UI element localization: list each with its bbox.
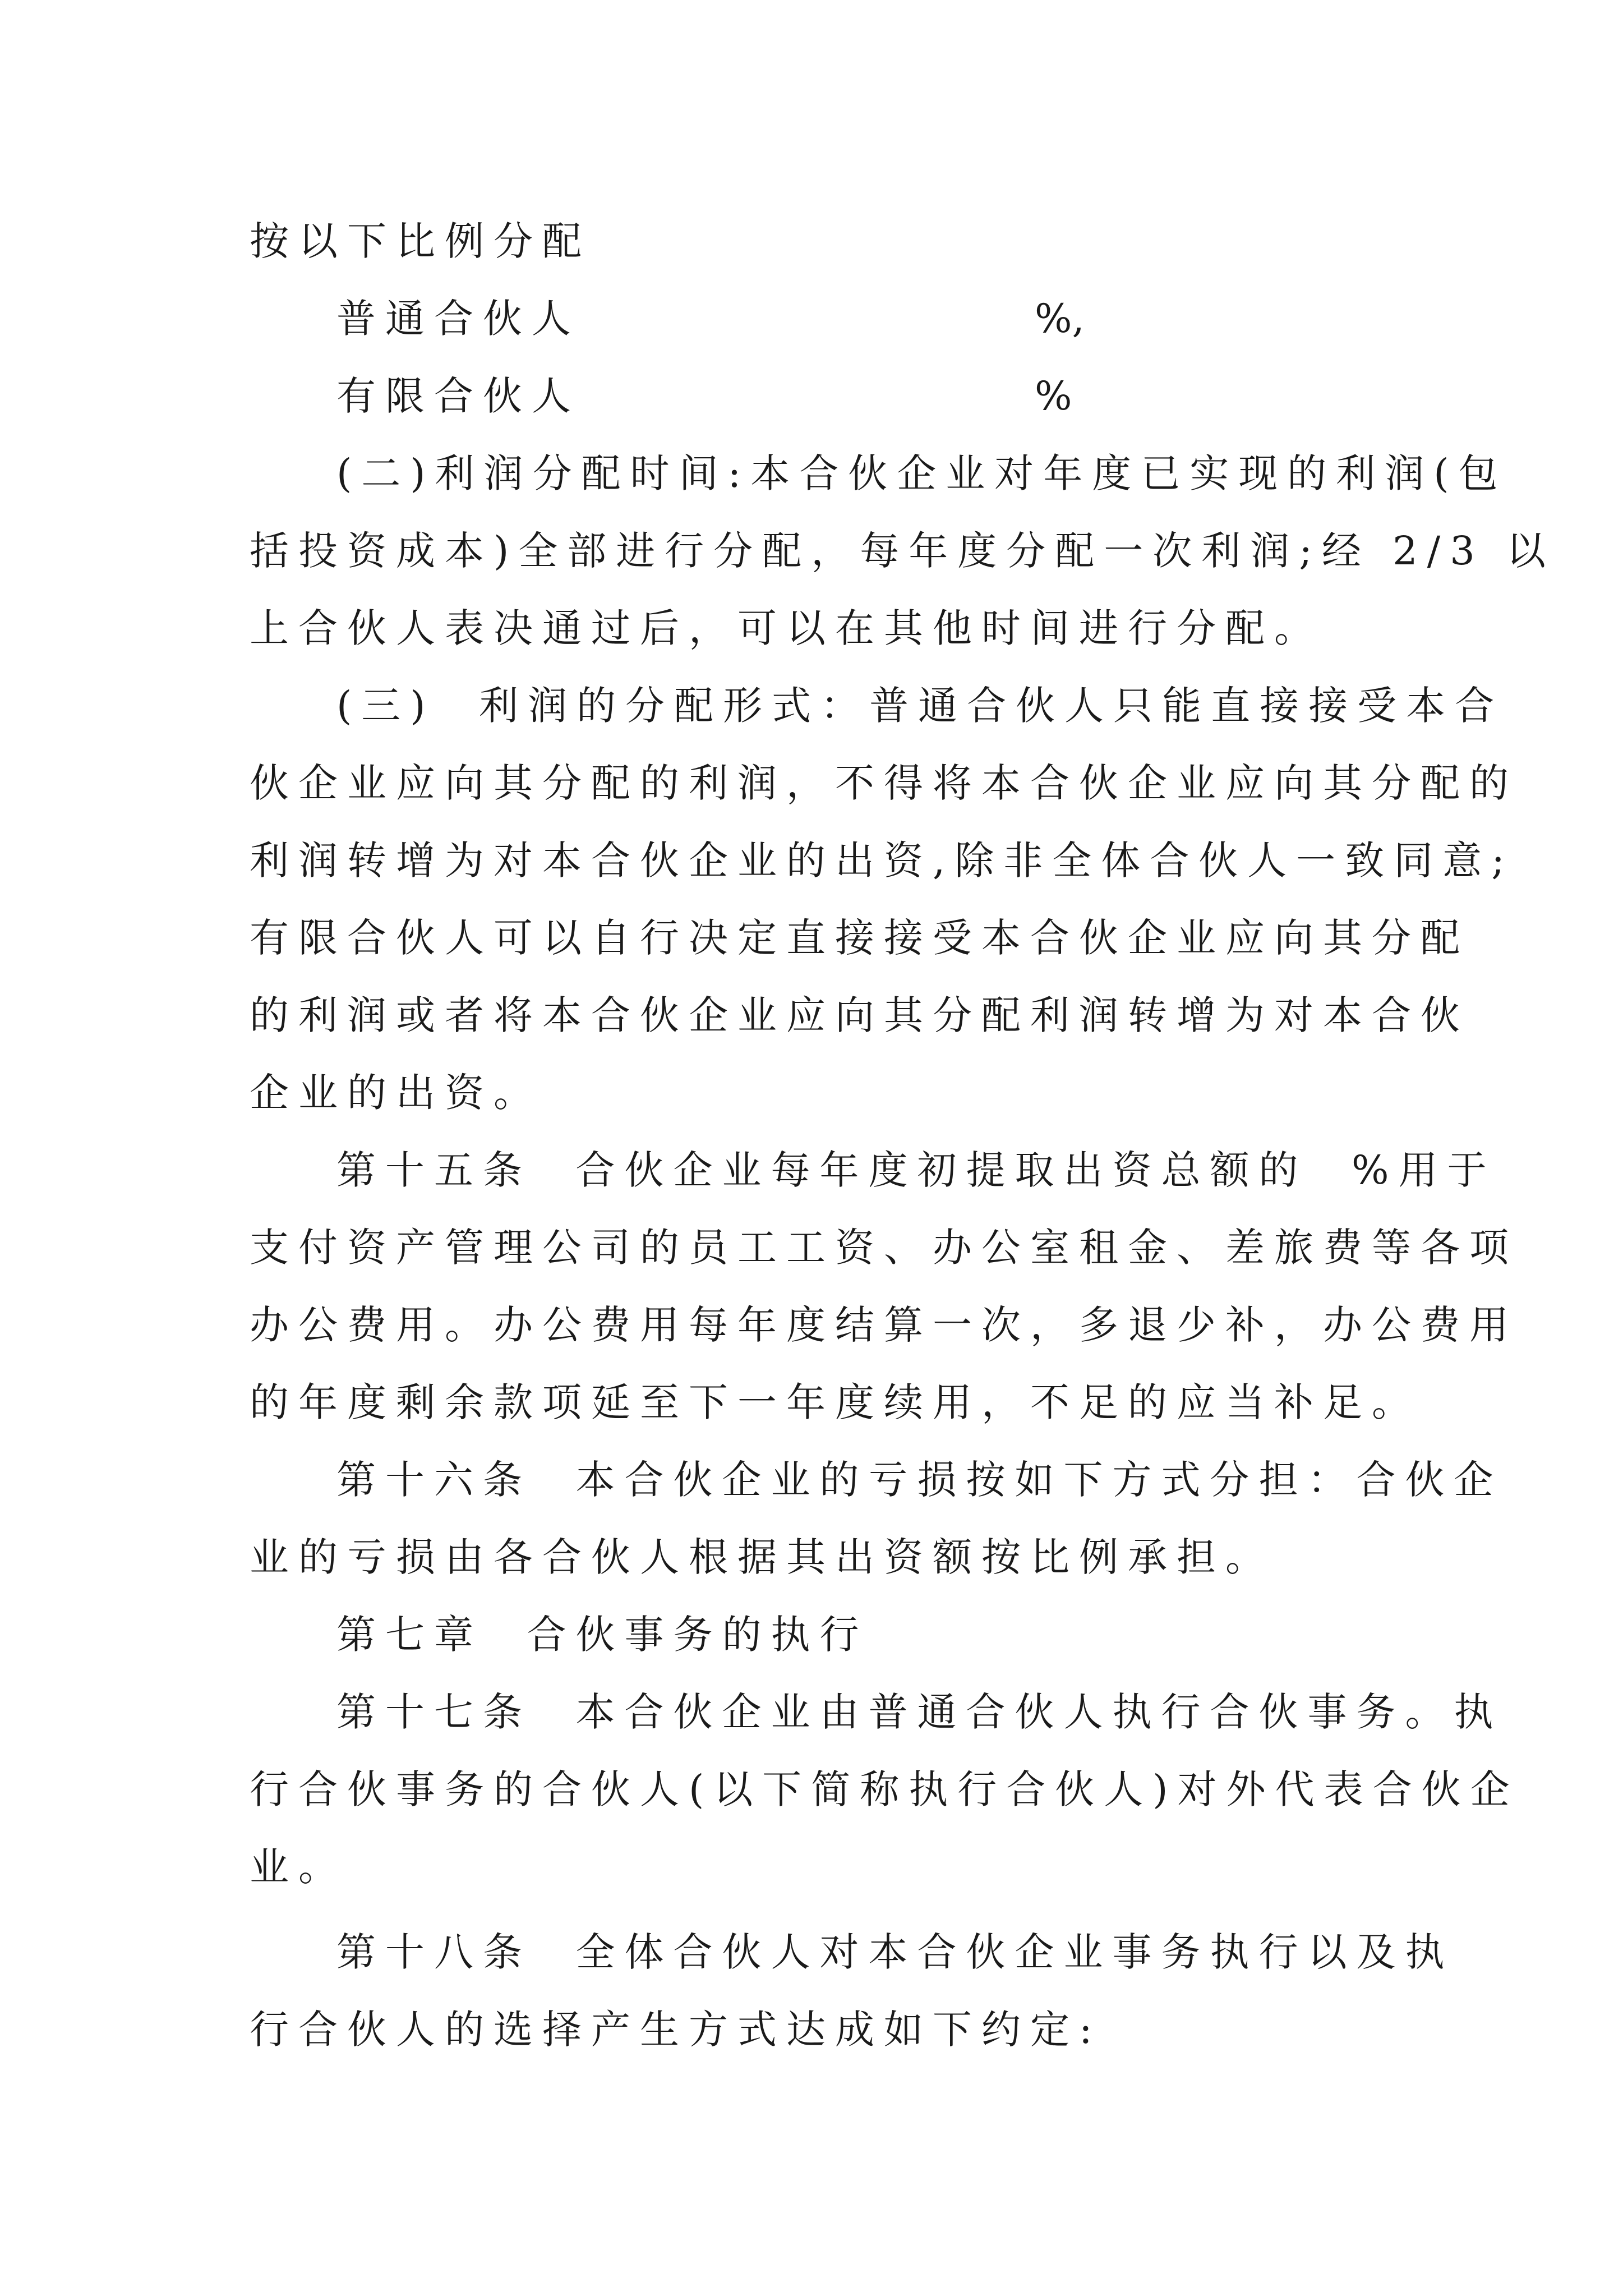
text-line: 普通合伙人	[336, 296, 580, 342]
text-line: 支付资产管理公司的员工工资、办公室租金、差旅费等各项	[250, 1225, 1518, 1271]
text-line: 业的亏损由各合伙人根据其出资额按比例承担。	[250, 1534, 1274, 1580]
text-line: 办公费用。办公费用每年度结算一次，多退少补，办公费用	[250, 1302, 1518, 1348]
text-line: 伙企业应向其分配的利润，不得将本合伙企业应向其分配的	[250, 760, 1518, 806]
text-line: 第十七条 本合伙企业由普通合伙人执行合伙事务。执	[336, 1689, 1503, 1735]
text-line: 行合伙事务的合伙人(以下简称执行合伙人)对外代表合伙企	[250, 1766, 1519, 1812]
text-line: 按以下比例分配	[250, 218, 591, 264]
text-line: 括投资成本)全部进行分配，每年度分配一次利润;经 2/3 以	[250, 528, 1556, 574]
text-line: 有限合伙人可以自行决定直接接受本合伙企业应向其分配	[250, 915, 1469, 961]
percent-general: %,	[1035, 296, 1085, 342]
chapter-heading: 第七章 合伙事务的执行	[336, 1612, 869, 1658]
text-line: (二)利润分配时间:本合伙企业对年度已实现的利润(包	[336, 450, 1507, 496]
percent-limited: %	[1035, 373, 1072, 419]
text-line: 第十八条 全体合伙人对本合伙企业事务执行以及执	[336, 1929, 1454, 1975]
text-line: 企业的出资。	[250, 1070, 542, 1116]
text-line: (三) 利润的分配形式：普通合伙人只能直接接受本合	[336, 683, 1504, 729]
text-line: 行合伙人的选择产生方式达成如下约定:	[250, 2007, 1102, 2053]
text-line: 有限合伙人	[336, 373, 580, 419]
text-line: 的年度剩余款项延至下一年度续用，不足的应当补足。	[250, 1379, 1421, 1425]
text-line: 业。	[250, 1844, 347, 1890]
text-line: 上合伙人表决通过后，可以在其他时间进行分配。	[250, 605, 1323, 651]
text-line: 利润转增为对本合伙企业的出资,除非全体合伙人一致同意;	[250, 838, 1514, 884]
text-line: 的利润或者将本合伙企业应向其分配利润转增为对本合伙	[250, 992, 1469, 1038]
text-line: 第十五条 合伙企业每年度初提取出资总额的 %用于	[336, 1147, 1496, 1193]
text-line: 第十六条 本合伙企业的亏损按如下方式分担：合伙企	[336, 1457, 1503, 1503]
